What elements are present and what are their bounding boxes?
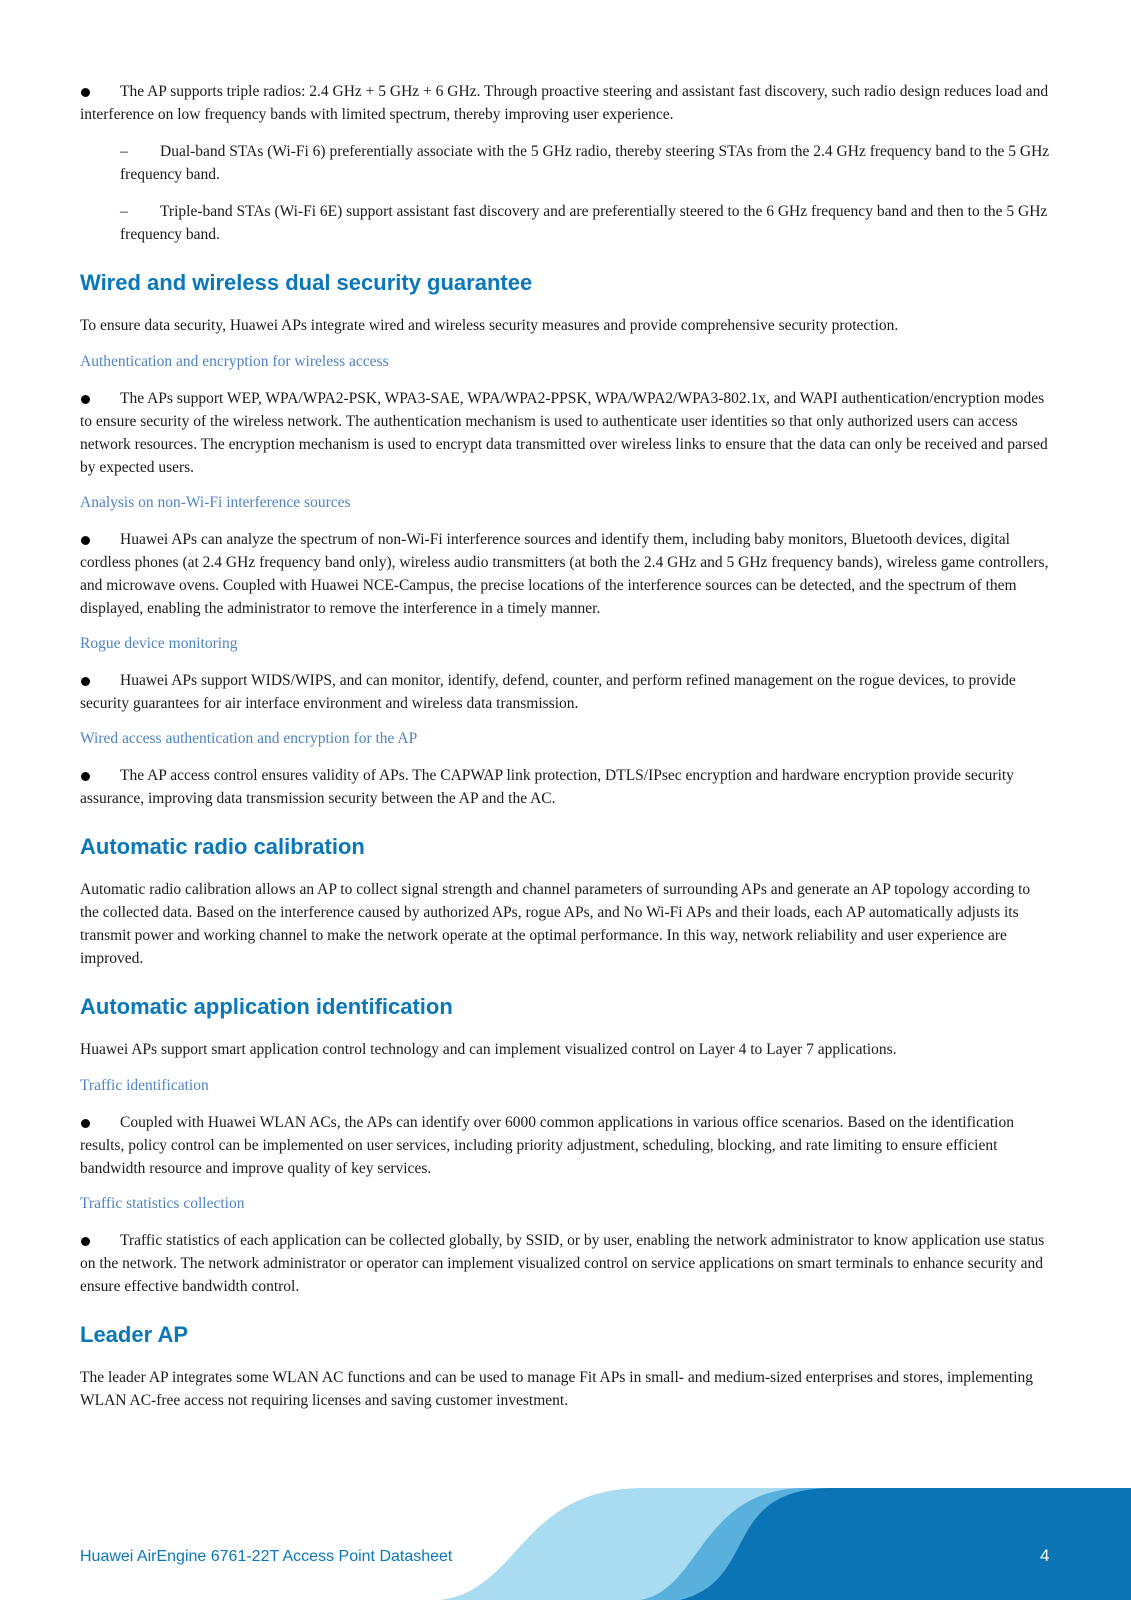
bullet-icon bbox=[81, 1237, 90, 1246]
subheading-wireless-auth: Authentication and encryption for wireless access bbox=[80, 353, 389, 370]
bullet-icon bbox=[81, 88, 90, 97]
bullet-traffic-statistics: Traffic statistics of each application can be collected globally, by SSID, or by user, enabling the network administrator to know application use status on the network. The network administrator or operator can implement visualized control on service applications on smart terminals to enhance security and ensure effective bandwidth control. bbox=[80, 1232, 1045, 1295]
dash-item-dual-band: – Dual-band STAs (Wi-Fi 6) preferentially associate with the 5 GHz radio, thereby steering STAs from the 2.4 GHz frequency band to the 5 GHz frequency band. bbox=[120, 140, 1050, 186]
bullet-interference: Huawei APs can analyze the spectrum of non-Wi-Fi interference sources and identify them, including baby monitors, Bluetooth devices, digital cordless phones (at 2.4 GHz frequency band only), wireless audio transmitters (at both the 2.4 GHz and 5 GHz frequency bands), wireless game controllers, and microwave ovens. Coupled with Huawei NCE-Campus, the precise locations of the interference sources can be detected, and the spectrum of them displayed, enabling the administrator to remove the interference in a timely manner. bbox=[80, 531, 1049, 617]
bullet-icon bbox=[81, 772, 90, 781]
page-number: 4 bbox=[1040, 1546, 1050, 1565]
footer-document-title: Huawei AirEngine 6761-22T Access Point Datasheet bbox=[80, 1548, 453, 1565]
heading-security: Wired and wireless dual security guarantee bbox=[80, 270, 533, 295]
subheading-interference: Analysis on non-Wi-Fi interference sources bbox=[80, 494, 351, 511]
bullet-wireless-auth: The APs support WEP, WPA/WPA2-PSK, WPA3-SAE, WPA/WPA2-PPSK, WPA/WPA2/WPA3-802.1x, and WAPI authentication/encryption modes to ensure security of the wireless network. The authentication mechanism is used to authenticate user identities so that only authorized users can access network resources. The encryption mechanism is used to encrypt data transmitted over wireless links to ensure that the data can only be received and parsed by expected users. bbox=[80, 390, 1048, 476]
bullet-traffic-identification: Coupled with Huawei WLAN ACs, the APs can identify over 6000 common applications in various office scenarios. Based on the identification results, policy control can be implemented on user services, including priority adjustment, scheduling, blocking, and rate limiting to ensure efficient bandwidth resource and improve quality of key services. bbox=[80, 1114, 1014, 1177]
dash-icon: – bbox=[120, 203, 128, 220]
leader-ap-body: The leader AP integrates some WLAN AC functions and can be used to manage Fit APs in small- and medium-sized enterprises and stores, implementing WLAN AC-free access not requiring licenses and saving customer investment. bbox=[80, 1369, 1034, 1409]
security-intro: To ensure data security, Huawei APs integrate wired and wireless security measures and provide comprehensive security protection. bbox=[80, 317, 899, 334]
bullet-icon bbox=[81, 395, 90, 404]
dash-item-triple-band: – Triple-band STAs (Wi-Fi 6E) support assistant fast discovery and are preferentially steered to the 6 GHz frequency band and then to the 5 GHz frequency band. bbox=[120, 200, 1050, 246]
subheading-wired-auth: Wired access authentication and encryption for the AP bbox=[80, 730, 418, 747]
subheading-rogue: Rogue device monitoring bbox=[80, 635, 238, 652]
heading-leader-ap: Leader AP bbox=[80, 1322, 189, 1347]
heading-app-identification: Automatic application identification bbox=[80, 994, 453, 1019]
subheading-traffic-identification: Traffic identification bbox=[80, 1077, 209, 1094]
app-identification-intro: Huawei APs support smart application control technology and can implement visualized control on Layer 4 to Layer 7 applications. bbox=[80, 1041, 897, 1058]
bullet-rogue: Huawei APs support WIDS/WIPS, and can monitor, identify, defend, counter, and perform refined management on the rogue devices, to provide security guarantees for air interface environment and wireless data transmission. bbox=[80, 672, 1016, 712]
bullet-triple-radios: The AP supports triple radios: 2.4 GHz + 5 GHz + 6 GHz. Through proactive steering and assistant fast discovery, such radio design reduces load and interference on low frequency bands with limited spectrum, thereby improving user experience. bbox=[80, 83, 1049, 123]
footer-band bbox=[0, 1480, 1131, 1600]
bullet-icon bbox=[81, 677, 90, 686]
page-content bbox=[80, 80, 1050, 1427]
bullet-icon bbox=[81, 536, 90, 545]
bullet-wired-auth: The AP access control ensures validity of APs. The CAPWAP link protection, DTLS/IPsec encryption and hardware encryption provide security assurance, improving data transmission security between the AP and the AC. bbox=[80, 767, 1014, 807]
subheading-traffic-statistics: Traffic statistics collection bbox=[80, 1195, 245, 1212]
heading-radio-calibration: Automatic radio calibration bbox=[80, 834, 365, 859]
bullet-icon bbox=[81, 1119, 90, 1128]
dash-icon: – bbox=[120, 143, 128, 160]
footer-wave-graphic bbox=[0, 1480, 1131, 1600]
radio-calibration-body: Automatic radio calibration allows an AP to collect signal strength and channel parameters of surrounding APs and generate an AP topology according to the collected data. Based on the interference caused by authorized APs, rogue APs, and No Wi-Fi APs and their loads, each AP automatically adjusts its transmit power and working channel to make the network operate at the optimal performance. In this way, network reliability and user experience are improved. bbox=[80, 881, 1031, 967]
